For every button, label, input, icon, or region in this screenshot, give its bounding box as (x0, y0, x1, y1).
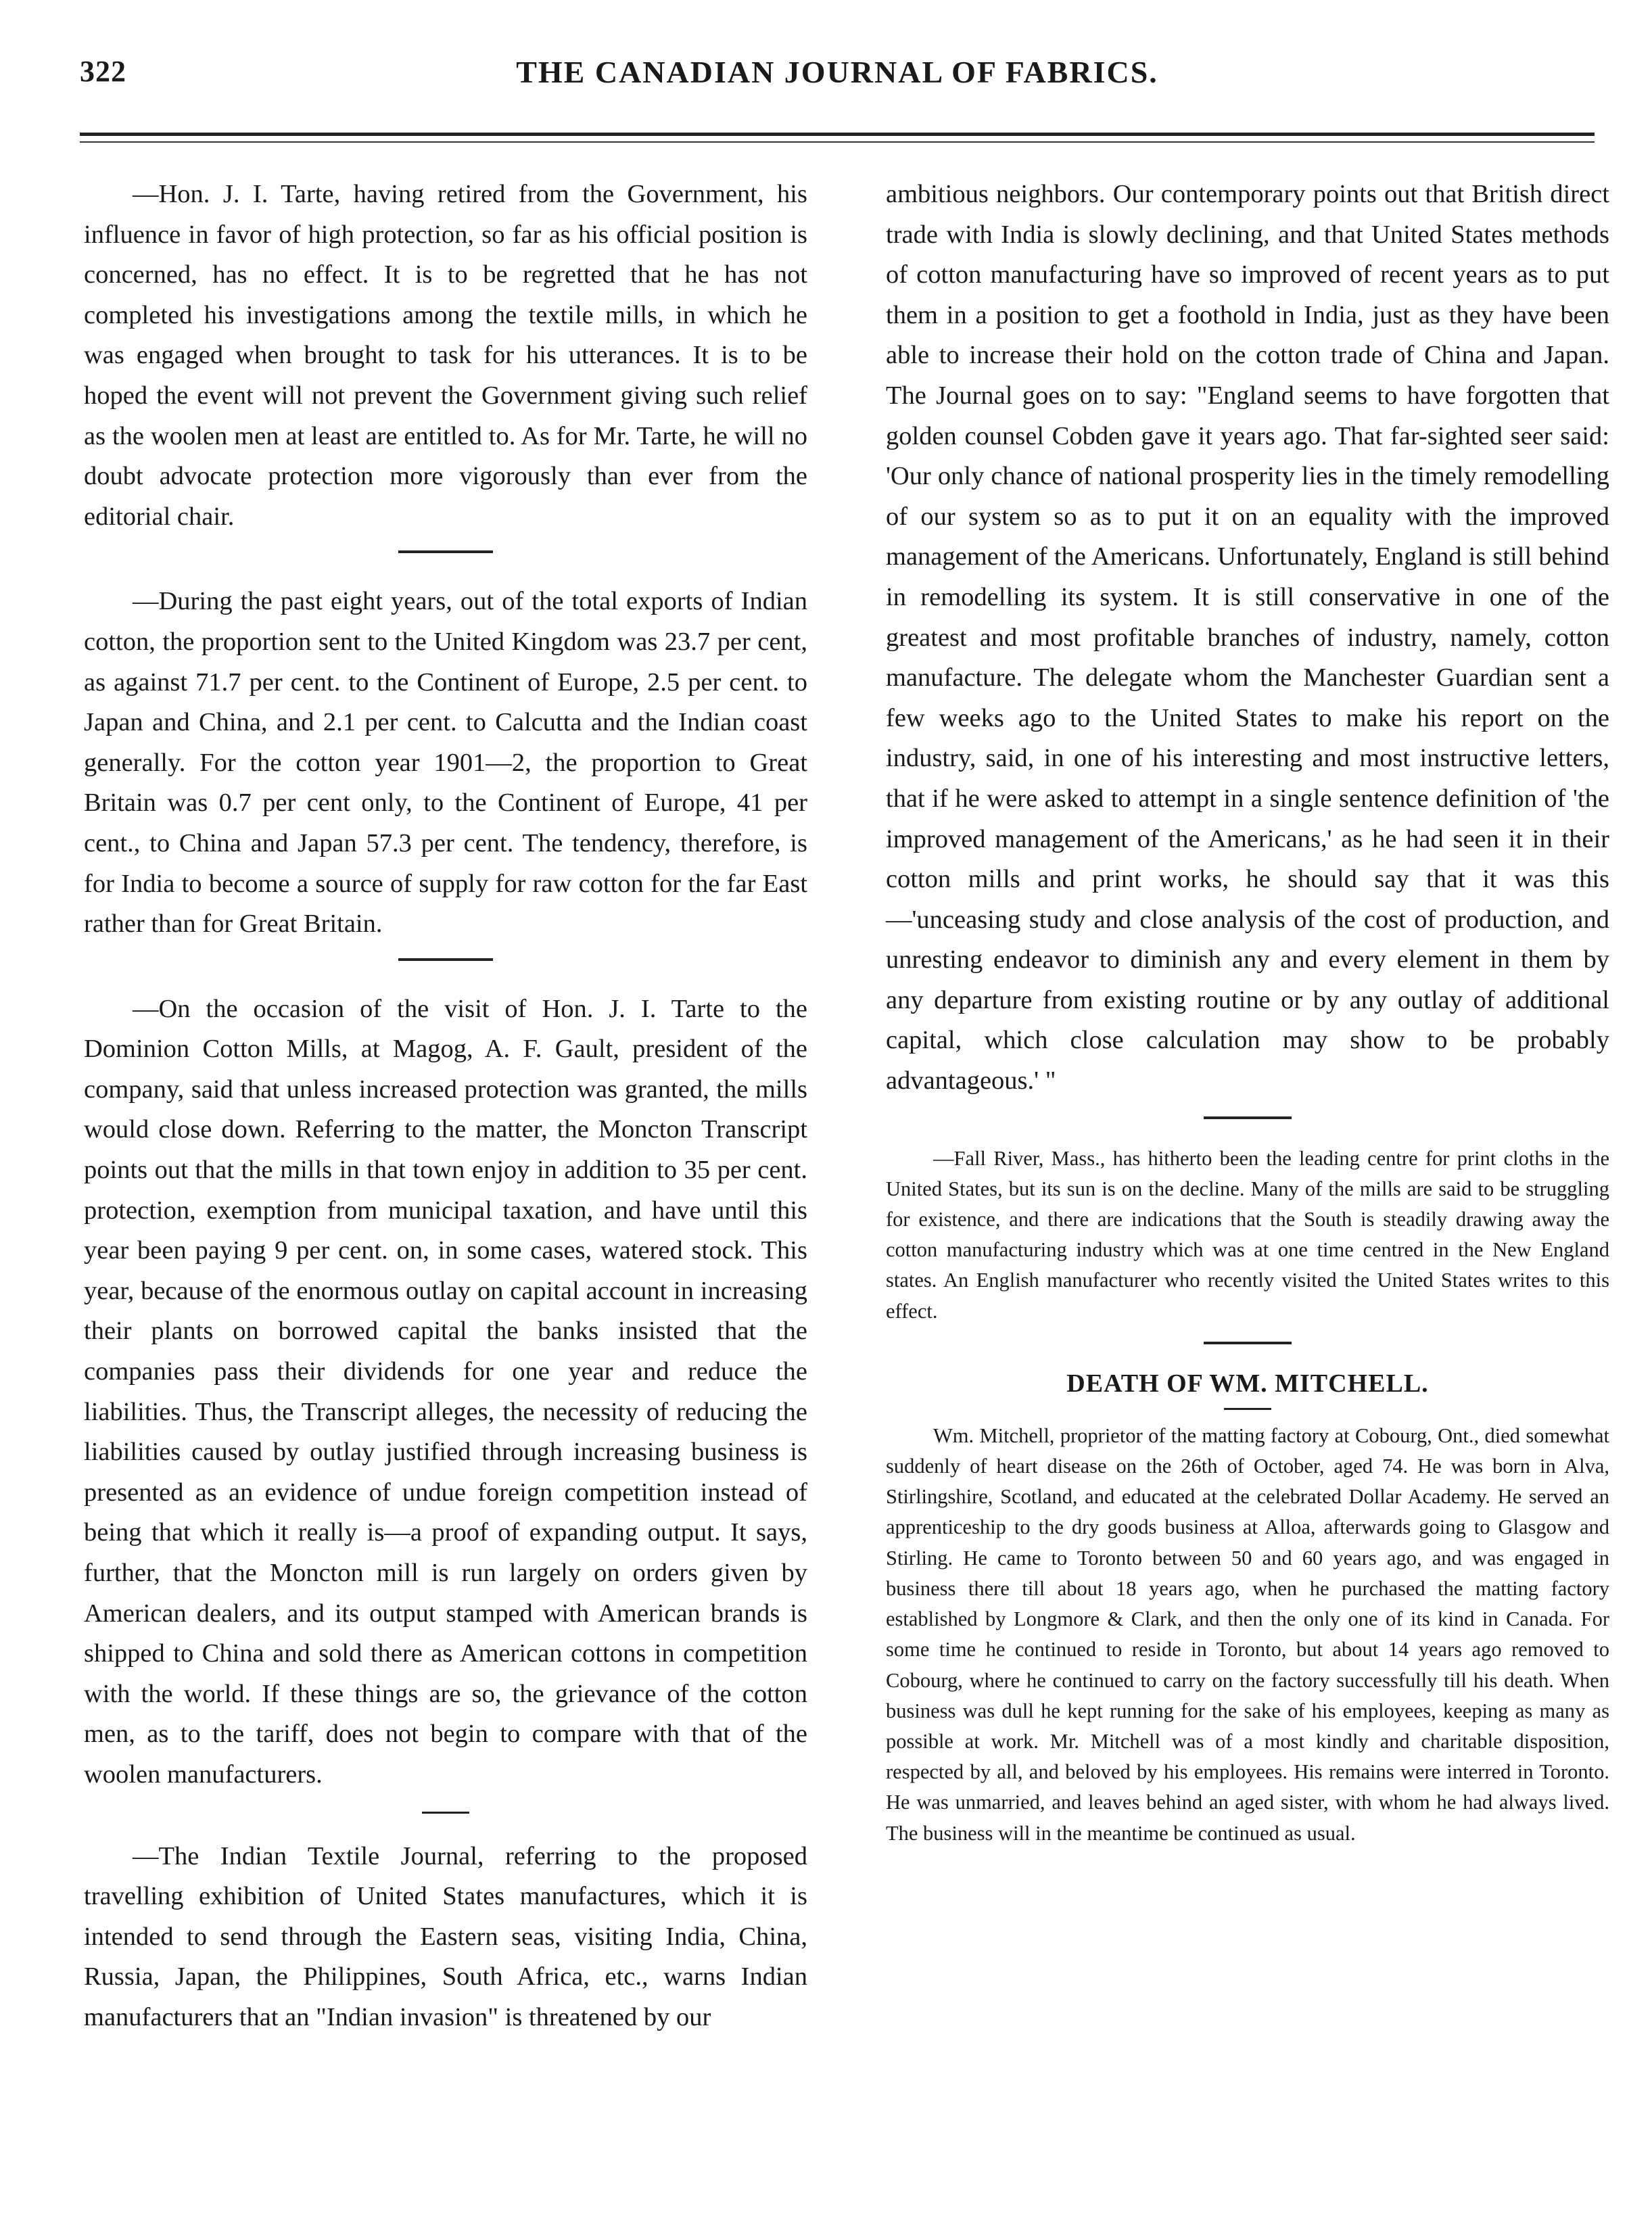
tarte-retirement-paragraph: —Hon. J. I. Tarte, having retired from the Government, his influence in favor of high protection, so far as his official position is concerned, has no effect. It is to be regretted that he has not completed his investigations among the textile mills, in which he was engaged when brought to task for his utterances. It is to be hoped the event will not prevent the Government giving such relief as the woolen men at least are entitled to. As for Mr. Tarte, he will no doubt advocate protection more vigorously than ever from the editorial chair. (84, 180, 807, 531)
section-divider (1204, 1116, 1292, 1119)
indian-textile-journal-paragraph: —The Indian Textile Journal, referring to the proposed travelling exhibition of United States manufactures, which it is intended to send through the Eastern seas, visiting India, China, Russia, Japan, the Philippines, South Africa, etc., warns Indian manufacturers that an "Indian invasion" is threatened by our (84, 1841, 807, 2031)
page-header (80, 54, 1595, 101)
section-divider (1204, 1342, 1292, 1344)
dominion-cotton-mills-paragraph: —On the occasion of the visit of Hon. J. I. Tarte to the Dominion Cotton Mills, at Magog, A. F. Gault, president of the company, said that unless increased protection was granted, the mills would close down. Referring to the matter, the Moncton Transcript points out that the mills in that town enjoy in addition to 35 per cent. protection, exemption from municipal taxation, and have until this year been paying 9 per cent. on, in some cases, watered stock. This year, because of the enormous outlay on capital account in increasing their plants on borrowed capital the banks insisted that the companies pass their dividends for one year and reduce the liabilities. Thus, the Transcript alleges, the necessity of reducing the liabilities caused by outlay justified through increasing business is presented as an evidence of undue foreign competition instead of being that which it really is—a proof of expanding output. It says, further, that the Moncton mill is run largely on orders given by American dealers, and its output stamped with American brands is shipped to China and sold there as American cottons in competition with the world. If these things are so, the grievance of the cotton men, as to the tariff, does not begin to compare with that of the woolen manufacturers. (84, 994, 807, 1789)
continued-journal-paragraph: ambitious neighbors. Our contemporary points out that British direct trade with India is slowly declining, and that United States methods of cotton manufacturing have so improved of recent years as to put them in a position to get a foothold in India, just as they have been able to increase their hold on the cotton trade of China and Japan. The Journal goes on to say: "England seems to have forgotten that golden counsel Cobden gave it years ago. That far-sighted seer said: 'Our only chance of national prosperity lies in the timely remodelling of our system so as to put it on an equality with the improved management of the Americans. Unfortunately, England is still behind in remodelling its system. It is still conservative in one of the greatest and most profitable branches of industry, namely, cotton manufacture. The delegate whom the Manchester Guardian sent a few weeks ago to the United States to make his report on the industry, said, in one of his interesting and most instructive letters, that if he were asked to attempt in a single sentence definition of 'the improved management of the Americans,' as he had seen it in their cotton mills and print works, he should say that it was this—'unceasing study and close analysis of the cost of production, and unresting endeavor to diminish any and every element in them by any departure from existing routine or by any outlay of additional capital, which close calculation may show to be probably advantageous.' " (886, 180, 1609, 1095)
fall-river-note: —Fall River, Mass., has hitherto been the leading centre for print cloths in the United States, but its sun is on the decline. Many of the mills are said to be struggling for existence, and there are indications that the South is steadily drawing away the cotton manufacturing industry which was at one time centred in the New England states. An English manufacturer who recently visited the United States writes to this effect. (886, 1146, 1609, 1323)
obituary-heading: DEATH OF WM. MITCHELL. (1066, 1369, 1429, 1398)
obituary-text: Wm. Mitchell, proprietor of the matting factory at Cobourg, Ont., died somewhat suddenly of heart disease on the 26th of October, aged 74. He was born in Alva, Stirlingshire, Scotland, and educated at the celebrated Dollar Academy. He served an apprenticeship to the dry goods business at Alloa, afterwards going to Glasgow and Stirling. He came to Toronto between 50 and 60 years ago, and was engaged in business there till about 18 years ago, when he purchased the matting factory established by Longmore & Clark, and then the only one of its kind in Canada. For some time he continued to reside in Toronto, but about 14 years ago removed to Cobourg, where he continued to carry on the factory successfully till his death. When business was dull he kept running for the sake of his employees, keeping as many as possible at work. Mr. Mitchell was of a most kindly and charitable disposition, respected by all, and beloved by his employees. His remains were interred in Toronto. He was unmarried, and leaves behind an aged sister, with whom he had always lived. The business will in the meantime be continued as usual. (886, 1423, 1609, 1845)
section-divider (398, 958, 493, 961)
section-divider (398, 550, 493, 553)
indian-cotton-exports-paragraph: —During the past eight years, out of the total exports of Indian cotton, the proportion sent to the United Kingdom was 23.7 per cent, as against 71.7 per cent. to the Continent of Europe, 2.5 per cent. to Japan and China, and 2.1 per cent. to Calcutta and the Indian coast generally. For the cotton year 1901—2, the proportion to Great Britain was 0.7 per cent only, to the Continent of Europe, 41 per cent., to China and Japan 57.3 per cent. The tendency, therefore, is for India to become a source of supply for raw cotton for the far East rather than for Great Britain. (84, 587, 807, 939)
header-rule-thick (80, 133, 1595, 136)
left-column (84, 174, 807, 2038)
header-rule-thin (80, 141, 1595, 143)
section-divider (422, 1812, 469, 1814)
right-column (886, 174, 1609, 1849)
journal-title: THE CANADIAN JOURNAL OF FABRICS. (516, 55, 1158, 89)
heading-divider (1224, 1408, 1271, 1410)
page-number: 322 (80, 55, 126, 88)
